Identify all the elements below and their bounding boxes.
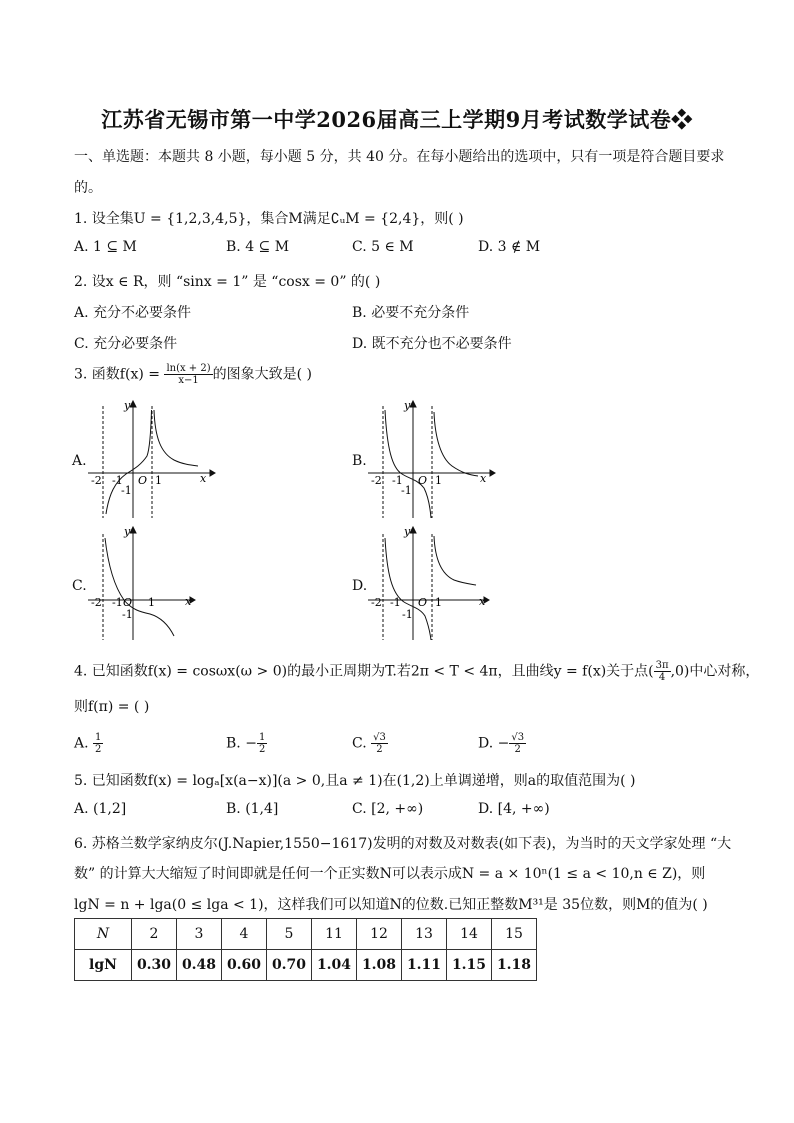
q3-graph-a: [86, 398, 216, 520]
table-cell: 1.18: [492, 950, 537, 981]
q4-option-d-label: D.: [478, 735, 494, 752]
q4-option-b: [226, 732, 267, 755]
tick-y-neg1: -1: [402, 608, 413, 621]
origin-label: O: [418, 474, 428, 487]
table-cell: 14: [447, 919, 492, 950]
q4-point-fraction: [654, 660, 671, 683]
y-label: y: [404, 525, 411, 538]
table-cell: 1.15: [447, 950, 492, 981]
y-axis-arrow: [130, 527, 136, 533]
table-cell: 1.08: [357, 950, 402, 981]
q3-graph-d-label: D.: [352, 578, 368, 594]
y-axis-arrow: [130, 401, 136, 407]
x-label: x: [200, 472, 207, 485]
q3-fraction: [164, 363, 212, 386]
section-heading-line1: 一、单选题：本题共 8 小题，每小题 5 分，共 40 分。在每小题给出的选项中，只有一项是符合题目要求: [74, 149, 725, 165]
q3-stem: [74, 363, 312, 386]
table-cell: 0.60: [222, 950, 267, 981]
curve: [105, 538, 174, 636]
tick-one: 1: [155, 474, 162, 487]
tick-y-neg1: -1: [401, 484, 412, 497]
q4-option-b-den: 2: [258, 744, 266, 755]
curve-right-branch: [434, 536, 476, 585]
tick-neg2: -2: [371, 596, 382, 609]
table-cell: N: [75, 919, 132, 950]
table-cell: 0.48: [177, 950, 222, 981]
q4-option-d: [478, 732, 526, 755]
x-axis-arrow: [210, 470, 215, 476]
q1-option-a: A. 1 ⊆ M: [74, 239, 137, 255]
tick-neg2: -2: [371, 474, 382, 487]
q5-option-b: B. (1,4]: [226, 801, 279, 817]
q4-option-c: [352, 732, 388, 755]
x-label: x: [185, 595, 192, 608]
q6-line1: 6. 苏格兰数学家纳皮尔(J.Napier,1550−1617)发明的对数及对数表(如下表)，为当时的天文学家处理 “大: [74, 836, 732, 852]
tick-one: 1: [148, 596, 155, 609]
table-cell: 3: [177, 919, 222, 950]
q3-graph-a-label: A.: [72, 453, 87, 469]
origin-label: O: [123, 596, 133, 609]
tick-neg1: -1: [390, 596, 401, 609]
q6-line2: 数” 的计算大大缩短了时间即就是任何一个正实数N可以表示成N = a × 10ⁿ(1 ≤ a < 10,n ∈ Z)，则: [74, 866, 706, 882]
q4-option-d-sign: −: [497, 735, 510, 752]
x-label: x: [479, 595, 486, 608]
q4-frac-den: 4: [658, 672, 666, 683]
q4-stem-part-a: 4. 已知函数f(x) = cosωx(ω > 0)的最小正周期为T.若2π < T < 4π，且曲线y = f(x)关于点(: [74, 663, 654, 680]
x-axis-arrow: [490, 470, 495, 476]
q3-stem-suffix: 的图象大致是( ): [212, 366, 313, 383]
q5-option-a: A. (1,2]: [74, 801, 127, 817]
q4-option-d-den: 2: [514, 744, 521, 755]
q4-stem-part-b: ,0)中心对称，: [670, 663, 760, 680]
table-cell: 1.04: [312, 950, 357, 981]
q4-stem-line2: 则f(π) = ( ): [74, 699, 150, 715]
y-axis-arrow: [410, 527, 416, 533]
table-cell: 0.30: [132, 950, 177, 981]
table-cell: 5: [267, 919, 312, 950]
q2-option-d: D. 既不充分也不必要条件: [352, 336, 512, 352]
q4-option-b-sign: −: [245, 735, 257, 752]
q6-line3: lgN = n + lga(0 ≤ lga < 1)，这样我们可以知道N的位数.已知正整数M³¹是 35位数，则M的值为( ): [74, 897, 708, 913]
table-cell: 11: [312, 919, 357, 950]
table-cell: lgN: [75, 950, 132, 981]
q4-option-a-frac: [93, 732, 103, 755]
q2-option-a: A. 充分不必要条件: [74, 305, 192, 321]
q3-graph-d: [366, 524, 496, 642]
table-cell: 12: [357, 919, 402, 950]
tick-neg1: -1: [112, 596, 123, 609]
q1-option-c: C. 5 ∈ M: [352, 239, 414, 255]
q4-option-b-num: 1: [258, 732, 266, 743]
q5-option-d: D. [4, +∞): [478, 801, 550, 817]
log-table-values-row: [75, 950, 537, 981]
q4-option-c-den: 2: [376, 744, 383, 755]
section-heading-line2: 的。: [74, 180, 102, 196]
origin-label: O: [138, 474, 148, 487]
q4-option-a-den: 2: [95, 744, 102, 755]
q3-graph-b: [366, 398, 496, 520]
q4-option-a-num: 1: [95, 732, 102, 743]
q2-stem: 2. 设x ∈ R，则 “sinx = 1” 是 “cosx = 0” 的( ): [74, 274, 381, 290]
q4-option-a-label: A.: [74, 735, 89, 752]
y-label: y: [124, 525, 131, 538]
tick-neg1: -1: [392, 474, 403, 487]
table-cell: 1.11: [402, 950, 447, 981]
q4-option-c-frac: [371, 732, 388, 755]
q4-frac-num: 3π: [655, 660, 669, 671]
y-axis-arrow: [410, 401, 416, 407]
table-cell: 2: [132, 919, 177, 950]
q5-stem: 5. 已知函数f(x) = logₐ[x(a−x)](a > 0,且a ≠ 1)在(1,2)上单调递增，则a的取值范围为( ): [74, 773, 636, 789]
curve-right-branch: [434, 412, 478, 476]
q4-option-c-num: √3: [373, 732, 386, 743]
q4-option-b-label: B.: [226, 735, 241, 752]
q3-graph-c: [86, 524, 196, 642]
q1-option-d: D. 3 ∉ M: [478, 239, 541, 255]
tick-neg1: -1: [112, 474, 123, 487]
tick-one: 1: [435, 474, 442, 487]
q5-option-c: C. [2, +∞): [352, 801, 424, 817]
q3-graph-b-label: B.: [352, 453, 367, 469]
table-cell: 0.70: [267, 950, 312, 981]
log-table-header-row: [75, 919, 537, 950]
tick-y-neg1: -1: [122, 608, 133, 621]
table-cell: 4: [222, 919, 267, 950]
q3-frac-num: ln(x + 2): [166, 363, 211, 374]
q4-stem-line1: [74, 660, 759, 683]
q3-frac-den: x−1: [178, 375, 199, 386]
curve-left-branch: [385, 538, 431, 640]
table-cell: 13: [402, 919, 447, 950]
q4-option-d-frac: [509, 732, 526, 755]
q3-stem-prefix: 3. 函数f(x) =: [74, 366, 165, 383]
curve-left-branch: [385, 410, 431, 518]
origin-label: O: [418, 596, 428, 609]
q1-option-b: B. 4 ⊆ M: [226, 239, 290, 255]
q1-stem: 1. 设全集U = {1,2,3,4,5}，集合M满足∁ᵤM = {2,4}，则( ): [74, 211, 464, 227]
q4-option-a: [74, 732, 103, 755]
q4-option-b-frac: [257, 732, 267, 755]
curve-right-branch: [154, 410, 198, 466]
q3-graph-c-label: C.: [72, 578, 87, 594]
curve-left-branch: [106, 410, 152, 514]
q2-option-b: B. 必要不充分条件: [352, 305, 470, 321]
x-label: x: [480, 472, 487, 485]
tick-neg2: -2: [91, 474, 102, 487]
page-title: 江苏省无锡市第一中学2026届高三上学期9月考试数学试卷❖: [101, 107, 693, 132]
log-table: [74, 918, 537, 981]
y-label: y: [124, 399, 131, 412]
q2-option-c: C. 充分必要条件: [74, 336, 178, 352]
q4-option-d-num: √3: [511, 732, 525, 743]
tick-neg2: -2: [91, 596, 102, 609]
q4-option-c-label: C.: [352, 735, 367, 752]
table-cell: 15: [492, 919, 537, 950]
tick-one: 1: [435, 596, 442, 609]
y-label: y: [404, 399, 411, 412]
tick-y-neg1: -1: [121, 484, 132, 497]
